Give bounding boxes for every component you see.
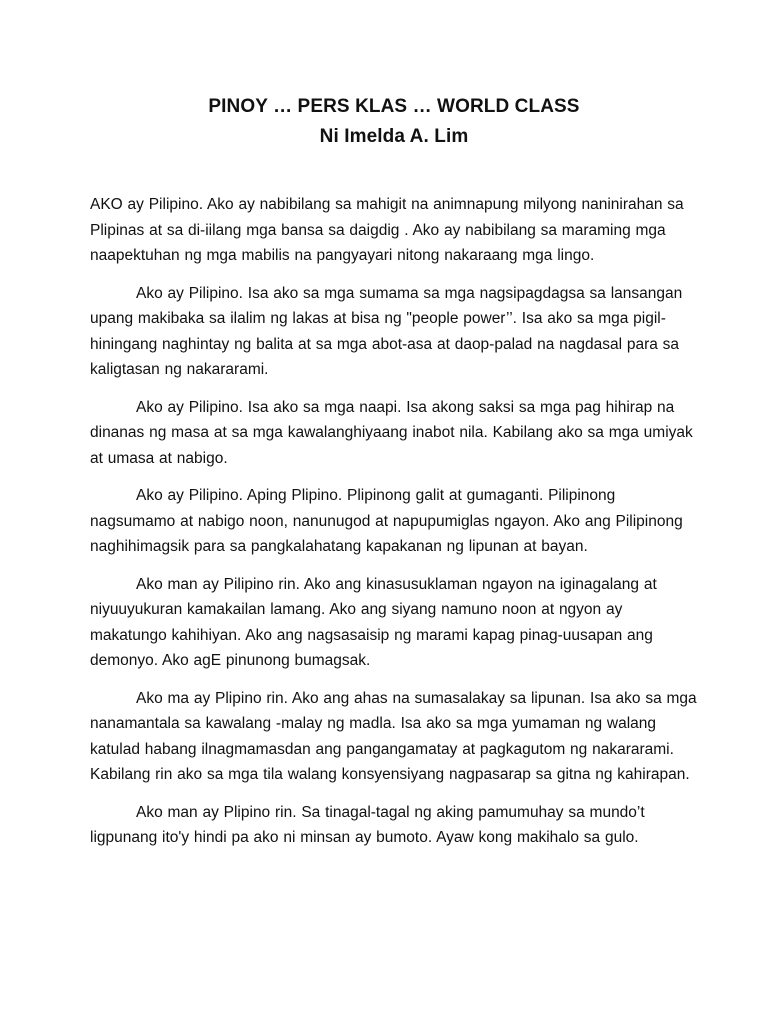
document-author: Ni Imelda A. Lim — [319, 126, 469, 147]
paragraph-2: Ako ay Pilipino. Isa ako sa mga sumama sa mga nagsipagdagsa sa lansangan upang makibaka sa ilalim ng lakas at bisa ng "people power’’. Isa ako sa mga pigil- hiningang naghintay ng balita at sa mga abot-asa at daop-palad na nagdasal para sa kaligtasan ng nakararami. — [90, 284, 683, 378]
paragraph-3: Ako ay Pilipino. Isa ako sa mga naapi. Isa akong saksi sa mga pag hihirap na dinanas ng masa at sa mga kawalanghiyaang inabot nila. Kabilang ako sa mga umiyak at umasa at nabigo. — [90, 398, 693, 467]
paragraph-5: Ako man ay Pilipino rin. Ako ang kinasusuklaman ngayon na iginagalang at niyuuyukuran kamakailan lamang. Ako ang siyang namuno noon at ngyon ay makatungo kahihiyan. Ako ang nagsasaisip ng marami kapag pinag-uusapan ang demonyo. Ako agE pinunong bumagsak. — [90, 575, 657, 669]
document-title: PINOY … PERS KLAS … WORLD CLASS — [208, 96, 580, 117]
paragraph-6: Ako ma ay Plipino rin. Ako ang ahas na sumasalakay sa lipunan. Isa ako sa mga nanamantala sa kawalang -malay ng madla. Isa ako sa mga yumaman ng walang katulad habang ilnagmamasdan ang pangangamatay at pagkagutom ng nakararami. Kabilang rin ako sa mga tila walang konsyensiyang nagpasarap sa gitna ng kahirapan. — [90, 689, 697, 783]
paragraph-1: AKO ay Pilipino. Ako ay nabibilang sa mahigit na animnapung milyong naninirahan sa Plipinas at sa di-iilang mga bansa sa daigdig . Ako ay nabibilang sa maraming mga naapektuhan ng mga mabilis na pangyayari nitong nakaraang mga lingo. — [90, 196, 684, 264]
paragraph-7: Ako man ay Plipino rin. Sa tinagal-tagal ng aking pamumuhay sa mundo’t ligpunang ito'y hindi pa ako ni minsan ay bumoto. Ayaw kong makihalo sa gulo. — [90, 803, 645, 846]
paragraph-4: Ako ay Pilipino. Aping Plipino. Plipinong galit at gumaganti. Pilipinong nagsumamo at nabigo noon, nanunugod at napupumiglas ngayon. Ako ang Pilipinong naghihimagsik para sa pangkalahatang kapakanan ng lipunan at bayan. — [90, 487, 683, 555]
title-block — [90, 92, 698, 152]
